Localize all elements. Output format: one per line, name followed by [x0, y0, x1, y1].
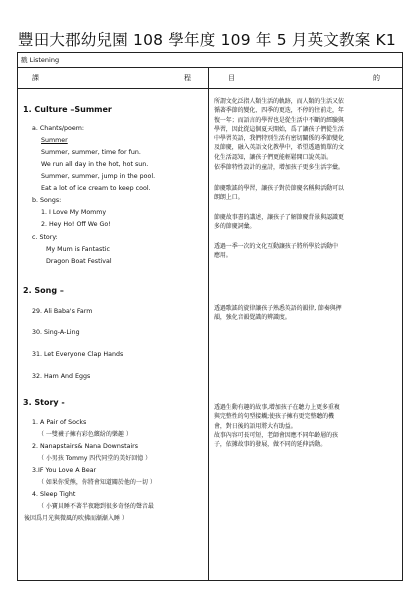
song-list-item: 30. Sing-A-Ling — [32, 329, 80, 336]
purpose-line: 應用。 — [214, 252, 232, 260]
lesson-plan-table — [17, 52, 403, 581]
story-summary: （ 小寶貝睡不著半夜聽到很多奇怪的聲音最 — [38, 503, 154, 510]
culture-heading: 1. Culture –Summer — [23, 105, 112, 114]
header-course-right: 程 — [184, 74, 191, 82]
song-heading: 2. Song – — [23, 286, 64, 295]
header-course-left: 課 — [32, 74, 39, 82]
purpose-line: 所謂文化泛指人類生活的軌跡，而人類的生活又依 — [214, 98, 344, 105]
purpose-line: 子，依據故事的發展，做不同的延伸活動。 — [214, 441, 327, 449]
purpose-culture-activity — [214, 242, 398, 261]
song-item: 1. I Love My Mommy — [41, 209, 107, 216]
subject-row — [18, 53, 402, 68]
purpose-story — [214, 403, 398, 449]
chant-line: Eat a lot of ice cream to keep cool. — [41, 185, 151, 192]
header-purpose-left: 目 — [228, 74, 235, 82]
purpose-line: 循著季節的變化、四季的更迭，不停的往前走，年 — [214, 107, 344, 115]
purpose-line: 學習，因此從這個夏天開始，爲了讓孩子們從生活 — [214, 125, 344, 133]
story-label: c. Story: — [32, 234, 58, 241]
story-summary: 後因爲月光與微風的吹拂而漸漸入睡 ） — [24, 515, 128, 522]
header-purpose-right: 的 — [373, 74, 380, 82]
purpose-line: 中學習英語，我們特別生活有密切關係的季節變化 — [214, 135, 344, 143]
story-summary: （ 一雙襪子擁有彩色繽紛的樂趣 ） — [38, 431, 132, 438]
purpose-line: 透過生動有趣的故事,增加孩子在聽力上更多重複 — [214, 404, 340, 411]
purpose-line: 及節慶，融入英語文化教學中，希望透過簡單的文 — [214, 144, 344, 152]
purpose-line: 復一年；而語言的學習也是從生活中不斷的經驗與 — [214, 116, 344, 124]
story-title: 4. Sleep Tight — [32, 491, 76, 498]
purpose-line: 與完整性的句型接觸;使孩子擁有更完整聽的機 — [214, 413, 334, 421]
chant-line: We run all day in the hot, hot sun. — [41, 161, 149, 168]
column-divider — [208, 68, 209, 580]
story-summary: （ 小男孩 Tommy 四代同堂的美好回憶 ） — [38, 455, 152, 462]
story-item: Dragon Boat Festival — [46, 258, 112, 265]
story-item: My Mum is Fantastic — [46, 246, 110, 253]
purpose-line: 會，對日後的語用將大有助益。 — [214, 422, 297, 430]
story-summary: （ 如果你愛熊，你將會知道關於他的一切 ） — [38, 479, 156, 486]
songs-label: b. Songs: — [32, 197, 62, 204]
purpose-line: 故事內容可長可短，老師會因應不同年齡層的孩 — [214, 431, 338, 439]
page-title: 豐田大郡幼兒園 108 學年度 109 年 5 月英文教案 K1 — [18, 31, 396, 49]
song-list-item: 29. Ali Baba's Farm — [32, 308, 93, 315]
purpose-culture-songs — [214, 184, 398, 203]
purpose-line: 韻，強化音韻覺識的辨識度。 — [214, 314, 291, 322]
song-list-item: 31. Let Everyone Clap Hands — [32, 351, 124, 358]
purpose-culture-chants — [214, 163, 398, 172]
purpose-line: 節慶歌謠的學習，讓孩子對於節慶名稱與活動可以 — [214, 185, 344, 192]
chant-line: Summer, summer, time for fun. — [41, 149, 141, 156]
story-title: 1. A Pair of Socks — [32, 419, 87, 426]
story-title: 2. Nanapstairs& Nana Downstairs — [32, 443, 139, 450]
song-item: 2. Hey Ho! Off We Go! — [41, 221, 111, 228]
song-list-item: 32. Ham And Eggs — [32, 373, 91, 380]
purpose-line: 節慶故事書的講述，讓孩子了解節慶背景與認識更 — [214, 214, 344, 221]
purpose-line: 透過歌謠的旋律讓孩子熟悉英語的韻律, 節奏與押 — [214, 305, 342, 312]
header-row — [18, 68, 402, 89]
chant-line: Summer, summer, jump in the pool. — [41, 173, 156, 180]
subject-label: 戳 Listening — [21, 56, 60, 64]
purpose-line: 依季節特性設計的童詩，增加孩子更多生活字彙。 — [214, 164, 344, 171]
chant-title: Summer — [41, 137, 68, 144]
purpose-line: 透過一季一次的文化互動讓孩子將所學於活動中 — [214, 243, 338, 250]
story-heading: 3. Story - — [23, 398, 65, 407]
purpose-culture-story — [214, 213, 398, 232]
purpose-song — [214, 304, 398, 323]
purpose-line: 化生活認知，讓孩子們更能輕鬆開口說英語。 — [214, 153, 333, 161]
purpose-culture-intro — [214, 97, 398, 162]
purpose-line: 多的節慶詞彙。 — [214, 223, 256, 231]
story-title: 3.IF You Love A Bear — [32, 467, 97, 474]
purpose-line: 朗朗上口。 — [214, 194, 244, 202]
chants-label: a. Chants/poem: — [32, 125, 84, 132]
